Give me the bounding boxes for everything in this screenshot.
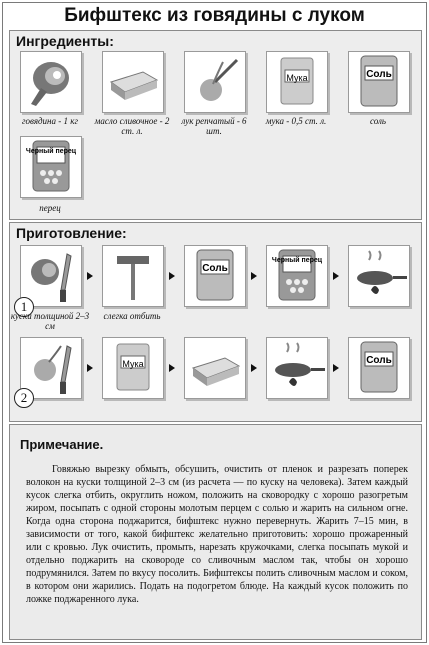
flour-label: Мука <box>286 73 308 83</box>
arrow-icon <box>333 272 339 280</box>
pepper-label: Черный перец <box>271 257 323 264</box>
salt-icon <box>184 245 246 307</box>
salt-icon <box>348 337 410 399</box>
salt-label: Соль <box>202 263 228 274</box>
ingredient-caption: масло сливочное - 2 ст. л. <box>94 116 170 136</box>
butter-icon <box>184 337 246 399</box>
arrow-icon <box>169 364 175 372</box>
ingredients-heading: Ингредиенты: <box>16 33 114 49</box>
flour-label: Мука <box>122 359 144 369</box>
ingredient-caption: соль <box>369 116 387 126</box>
preparation-section <box>9 222 422 422</box>
page-title: Бифштекс из говядины с луком <box>64 5 365 26</box>
beef-icon <box>20 51 82 113</box>
arrow-icon <box>251 272 257 280</box>
arrow-icon <box>333 364 339 372</box>
note-section <box>9 424 422 640</box>
step-caption: куски толщиной 2–3 см <box>10 311 90 331</box>
hammer-icon <box>102 245 164 307</box>
arrow-icon <box>169 272 175 280</box>
step-number-1: 1 <box>14 297 34 317</box>
ingredients-section <box>9 30 422 220</box>
ingredient-caption: лук репчатый - 6 шт. <box>181 116 247 136</box>
arrow-icon <box>87 272 93 280</box>
pepper-icon <box>266 245 328 307</box>
arrow-icon <box>251 364 257 372</box>
flour-icon <box>266 51 328 113</box>
ingredient-caption: мука - 0,5 ст. л. <box>265 116 327 126</box>
salt-icon <box>348 51 410 113</box>
preparation-heading: Приготовление: <box>16 225 127 241</box>
recipe-page <box>2 2 427 643</box>
ingredient-caption: говядина - 1 кг <box>22 116 78 126</box>
frying-pan-icon <box>266 337 328 399</box>
step-caption: слегка отбить <box>103 311 161 321</box>
butter-icon <box>102 51 164 113</box>
onion-icon <box>184 51 246 113</box>
pepper-label: Черный перец <box>25 148 77 155</box>
note-text: Говяжью вырезку обмыть, обсушить, очистить от пленок и разрезать поперек волокон на куски толщиной 2–3 см (из расчета — по куску на человека). Затем каждый кусок слегка отбить, округлить ножом, положить на сковородку с хорошо разогретым жиром, посыпать с одной стороны молотым перцем с солью и жарить на сильном огне. Когда одна сторона поджарится, бифштекс нужно перевернуть. Жарить 7–15 мин, в зависимости от того, какой бифштекс желательно приготовить: хорошо прожаренный или с кровью. Лук очистить, промыть, нарезать кружочками, слегка посыпать мукой и отдельно поджарить на сковороде со сливочным маслом так, чтобы он хорошо подрумянился. Затем по вкусу посолить. Бифштексы полить сливочным маслом и соком, в котором они жарились. Подать на подогретом блюде. На каждый кусок положить по ложке поджаренного лука. <box>26 464 408 605</box>
ingredient-caption: перец <box>39 203 61 213</box>
note-heading: Примечание. <box>20 437 104 452</box>
pepper-icon <box>20 136 82 198</box>
salt-label: Соль <box>366 69 392 80</box>
frying-pan-icon <box>348 245 410 307</box>
salt-label: Соль <box>366 355 392 366</box>
flour-icon <box>102 337 164 399</box>
arrow-icon <box>87 364 93 372</box>
step-number-2: 2 <box>14 388 34 408</box>
